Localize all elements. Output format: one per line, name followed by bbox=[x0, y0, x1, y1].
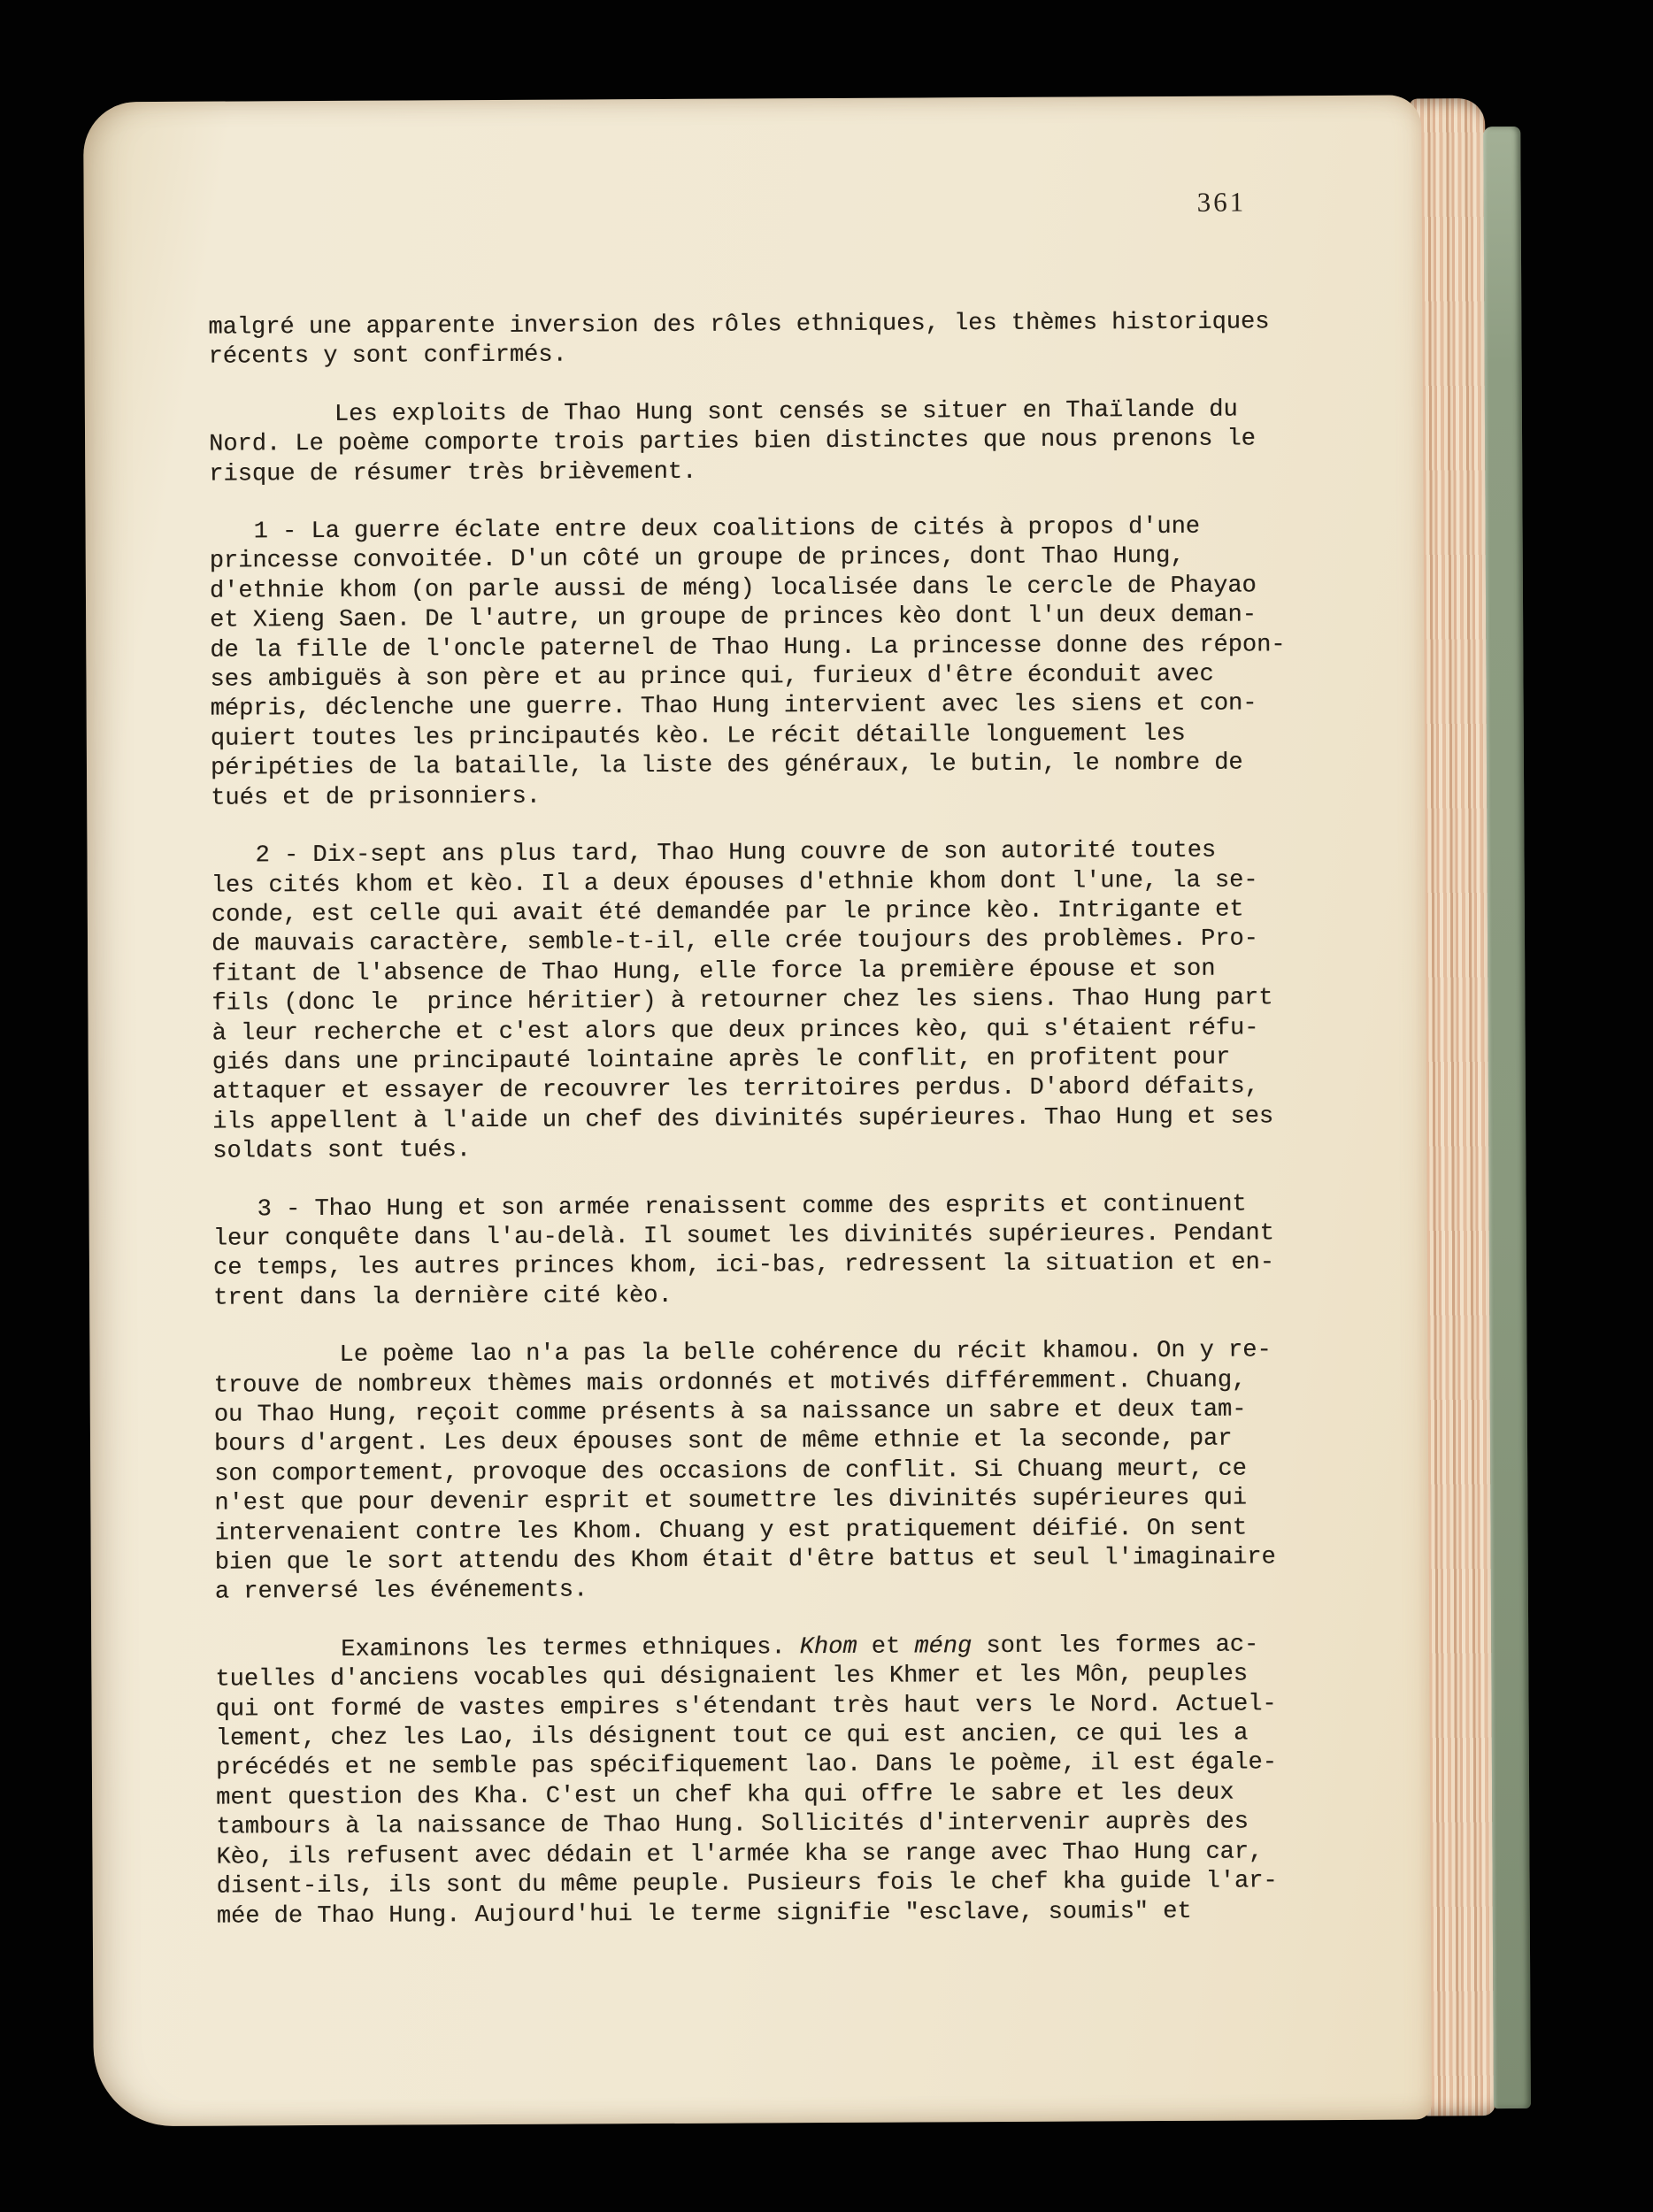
text-line: ou Thao Hung, reçoit comme présents à sa naissance un sabre et deux tam- bbox=[213, 1396, 1247, 1429]
text-line: tambours à la naissance de Thao Hung. Sollicités d'intervenir auprès des bbox=[216, 1809, 1249, 1841]
text-line: trouve de nombreux thèmes mais ordonnés et motivés différemment. Chuang, bbox=[213, 1367, 1247, 1400]
text-line: de la fille de l'oncle paternel de Thao Hung. La princesse donne des répon- bbox=[210, 631, 1286, 664]
italic-term: Khom bbox=[799, 1633, 857, 1662]
text-line: a renversé les événements. bbox=[214, 1577, 588, 1607]
text-line: Kèo, ils refusent avec dédain et l'armée kha se range avec Thao Hung car, bbox=[216, 1839, 1264, 1871]
text-column bbox=[208, 308, 1341, 1932]
text-line: conde, est celle qui avait été demandée par le prince kèo. Intrigante et bbox=[211, 896, 1244, 929]
text-line: Le poème lao n'a pas la belle cohérence du récit khamou. On y re- bbox=[339, 1337, 1272, 1370]
paragraph bbox=[208, 308, 1332, 373]
text-line: giés dans une principauté lointaine après le conflit, en profitent pour bbox=[211, 1044, 1231, 1077]
text-line: tués et de prisonniers. bbox=[211, 783, 541, 812]
text-line: 1 - La guerre éclate entre deux coalitions de cités à propos d'une bbox=[253, 513, 1201, 546]
text-line: et Xieng Saen. De l'autre, un groupe de princes kèo dont l'un deux deman- bbox=[210, 602, 1257, 634]
text-line: Nord. Le poème comporte trois parties bien distinctes que nous prenons le bbox=[209, 426, 1256, 458]
text-line: princesse convoitée. D'un côté un groupe de princes, dont Thao Hung, bbox=[209, 543, 1185, 576]
text-line: risque de résumer très brièvement. bbox=[209, 458, 697, 488]
text-line: leur conquête dans l'au-delà. Il soumet les divinités supérieures. Pendant bbox=[212, 1220, 1274, 1253]
text-line: 3 - Thao Hung et son armée renaissent comme des esprits et continuent bbox=[257, 1191, 1247, 1223]
text-line: lement, chez les Lao, ils désignent tout ce qui est ancien, ce qui les a bbox=[215, 1720, 1249, 1753]
text-line: bien que le sort attendu des Khom était d'être battus et seul l'imaginaire bbox=[214, 1544, 1276, 1577]
paragraph bbox=[213, 1190, 1338, 1314]
text-line: Les exploits de Thao Hung sont censés se situer en Thaïlande du bbox=[334, 396, 1238, 428]
text-line: qui ont formé de vastes empires s'étendant très haut vers le Nord. Actuel- bbox=[215, 1691, 1277, 1724]
text-line: 2 - Dix-sept ans plus tard, Thao Hung couvre de son autorité toutes bbox=[255, 837, 1217, 870]
paragraph bbox=[209, 396, 1334, 490]
text-line: intervenaient contre les Khom. Chuang y est pratiquement déifié. On sent bbox=[214, 1515, 1248, 1548]
text-line: trent dans la dernière cité kèo. bbox=[213, 1282, 673, 1312]
paragraph bbox=[210, 512, 1335, 814]
text-line: à leur recherche et c'est alors que deux princes kèo, qui s'étaient réfu- bbox=[211, 1014, 1259, 1048]
italic-term: méng bbox=[914, 1633, 973, 1661]
text-line: n'est que pour devenir esprit et soumettre les divinités supérieures qui bbox=[214, 1485, 1248, 1517]
paragraph bbox=[213, 1336, 1339, 1608]
text-segment: et bbox=[857, 1633, 915, 1661]
text-line: quiert toutes les principautés kèo. Le récit détaille longuement les bbox=[210, 720, 1186, 753]
text-line: récents y sont confirmés. bbox=[208, 342, 567, 372]
text-line: péripéties de la bataille, la liste des généraux, le butin, le nombre de bbox=[210, 749, 1243, 782]
text-line: précédés et ne semble pas spécifiquement lao. Dans le poème, il est égale- bbox=[215, 1749, 1277, 1783]
text-line: attaquer et essayer de recouvrer les territoires perdus. D'abord défaits, bbox=[211, 1073, 1259, 1106]
text-line: son comportement, provoque des occasions de conflit. Si Chuang meurt, ce bbox=[214, 1455, 1247, 1488]
text-line: bours d'argent. Les deux épouses sont de même ethnie et la seconde, par bbox=[213, 1426, 1233, 1459]
text-line: ils appellent à l'aide un chef des divinités supérieures. Thao Hung et ses bbox=[212, 1103, 1274, 1136]
paragraph bbox=[215, 1631, 1341, 1932]
text-segment: Examinons les termes ethniques. bbox=[341, 1634, 800, 1663]
text-line: d'ethnie khom (on parle aussi de méng) localisée dans le cercle de Phayao bbox=[209, 572, 1257, 605]
text-line: malgré une apparente inversion des rôles ethniques, les thèmes historiques bbox=[208, 309, 1270, 342]
text-line: ment question des Kha. C'est un chef kha qui offre le sabre et les deux bbox=[216, 1779, 1234, 1812]
text-line: tuelles d'anciens vocables qui désignaient les Khmer et les Môn, peuples bbox=[215, 1661, 1249, 1694]
text-line: mépris, déclenche une guerre. Thao Hung intervient avec les siens et con- bbox=[210, 690, 1257, 724]
text-line: les cités khom et kèo. Il a deux épouses d'ethnie khom dont l'une, la se- bbox=[211, 866, 1258, 900]
page-number: 361 bbox=[1196, 186, 1247, 218]
book-page bbox=[83, 95, 1432, 2126]
text-line: ses ambiguës à son père et au prince qui, furieux d'être éconduit avec bbox=[210, 661, 1214, 694]
text-line: fils (donc le prince héritier) à retourner chez les siens. Thao Hung part bbox=[211, 985, 1273, 1018]
text-line: mée de Thao Hung. Aujourd'hui le terme signifie "esclave, soumis" et bbox=[216, 1898, 1192, 1931]
text-segment: sont les formes ac- bbox=[972, 1632, 1259, 1661]
text-line: ce temps, les autres princes khom, ici-bas, redressent la situation et en- bbox=[212, 1249, 1275, 1283]
text-line: de mauvais caractère, semble-t-il, elle crée toujours des problèmes. Pro- bbox=[211, 926, 1258, 958]
paragraph bbox=[211, 836, 1336, 1167]
text-line: fitant de l'absence de Thao Hung, elle force la première épouse et son bbox=[211, 956, 1216, 988]
text-line: soldats sont tués. bbox=[212, 1137, 471, 1165]
text-line: disent-ils, ils sont du même peuple. Pusieurs fois le chef kha guide l'ar- bbox=[216, 1868, 1278, 1901]
